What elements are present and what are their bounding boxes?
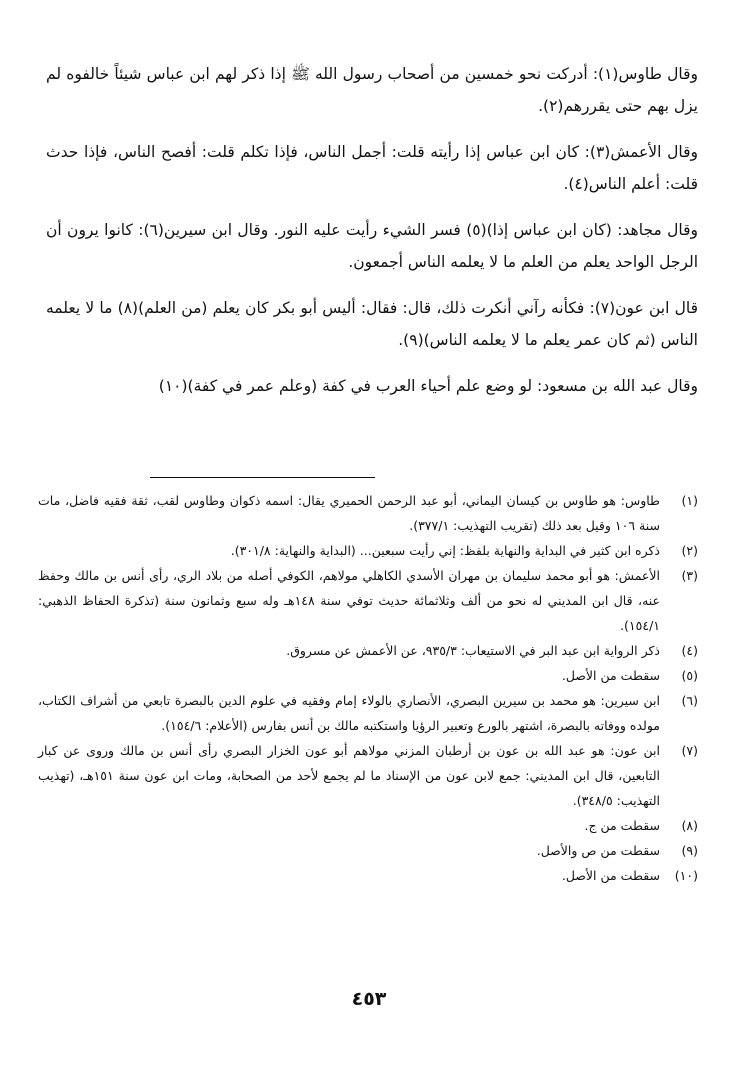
footnote-text: ابن عون: هو عبد الله بن عون بن أرطبان المزني مولاهم أبو عون الخزار البصري رأى أنس بن مالك وروى عن كبار التابعين، قال ابن المديني: جمع لابن عون من الإسناد ما لم يجمع لأحد من الصحابة، ومات ابن عون سنة ١٥١هـ، (تهذيب التهذيب: ٣٤٨/٥).	[38, 743, 660, 808]
paragraph-amash: وقال الأعمش(٣): كان ابن عباس إذا رأيته قلت: أجمل الناس، فإذا تكلم قلت: أفصح الناس، فإذا حدث قلت: أعلم الناس(٤).	[46, 143, 698, 193]
footnote	[38, 838, 698, 863]
footnote	[38, 538, 698, 563]
footnote	[38, 688, 698, 738]
footnote-text: سقطت من الأصل.	[561, 868, 660, 883]
footnote-number: (٦)	[681, 693, 698, 708]
footnote-number: (٩)	[681, 843, 698, 858]
footnote-number: (٣)	[681, 568, 698, 583]
footnote-number: (١٠)	[674, 868, 698, 883]
footnote-number: (١)	[681, 493, 698, 508]
footnote	[38, 863, 698, 888]
footnote-number: (٧)	[681, 743, 698, 758]
footnote	[38, 738, 698, 813]
footnote-number: (٢)	[681, 543, 698, 558]
footnote	[38, 638, 698, 663]
footnote-separator	[150, 477, 375, 478]
footnote-number: (٤)	[681, 643, 698, 658]
main-text	[46, 58, 698, 416]
paragraph-ibn-masud: وقال عبد الله بن مسعود: لو وضع علم أحياء العرب في كفة (وعلم عمر في كفة)(١٠)	[158, 377, 698, 395]
footnote-text: سقطت من ص والأصل.	[536, 843, 660, 858]
footnote-text: ذكره ابن كثير في البداية والنهاية بلفظ: إني رأيت سبعين... (البداية والنهاية: ٣٠١/٨).	[230, 543, 660, 558]
footnote	[38, 488, 698, 538]
footnote-text: الأعمش: هو أبو محمد سليمان بن مهران الأسدي الكاهلي مولاهم، الكوفي أصله من بلاد الري، رأى أنس بن مالك وحفظ عنه، قال ابن المديني له نحو من ألف وثلاثمائة حديث توفي سنة ١٤٨هـ وله سبع وثمانون سنة (تذكرة الحفاظ الذهبي: ١٥٤/١).	[38, 568, 661, 633]
footnote-text: سقطت من ج.	[584, 818, 660, 833]
footnote	[38, 813, 698, 838]
footnote-number: (٥)	[681, 668, 698, 683]
footnote	[38, 663, 698, 688]
paragraph-ibn-awn: قال ابن عون(٧): فكأنه رآني أنكرت ذلك، قال: فقال: أليس أبو بكر كان يعلم (من العلم)(٨) ما لا يعلمه الناس (ثم كان عمر يعلم ما لا يعلمه الناس)(٩).	[46, 299, 698, 349]
footnote-text: ابن سيرين: هو محمد بن سيرين البصري، الأنصاري بالولاء إمام وفقيه في علوم الدين بالبصرة تابعي من أشراف الكتاب، مولده ووفاته بالبصرة، اشتهر بالورع وتعبير الرؤيا واستكتبه مالك بن أنس بفارس (الأعلام: ١٥٤/٦).	[38, 693, 660, 733]
footnote-number: (٨)	[681, 818, 698, 833]
footnote-text: ذكر الرواية ابن عبد البر في الاستيعاب: ٩٣٥/٣، عن الأعمش عن مسروق.	[286, 643, 660, 658]
paragraph-mujahid: وقال مجاهد: (كان ابن عباس إذا)(٥) فسر الشيء رأيت عليه النور. وقال ابن سيرين(٦): كانوا يرون أن الرجل الواحد يعلم من العلم ما لا يعلمه الناس أجمعون.	[46, 221, 699, 271]
footnote	[38, 563, 698, 638]
page-number: ٤٥٣	[351, 988, 387, 1010]
paragraph-tawus: وقال طاوس(١): أدركت نحو خمسين من أصحاب رسول الله ﷺ إذا ذكر لهم ابن عباس شيئاً خالفوه لم يزل بهم حتى يقررهم(٢).	[46, 65, 698, 115]
footnotes	[38, 488, 698, 888]
footnote-text: طاوس: هو طاوس بن كيسان اليماني، أبو عبد الرحمن الحميري يقال: اسمه ذكوان وطاوس لقب، ثقة فقيه فاضل، مات سنة ١٠٦ وقيل بعد ذلك (تقريب التهذيب: ٣٧٧/١).	[38, 493, 660, 533]
footnote-text: سقطت من الأصل.	[561, 668, 660, 683]
